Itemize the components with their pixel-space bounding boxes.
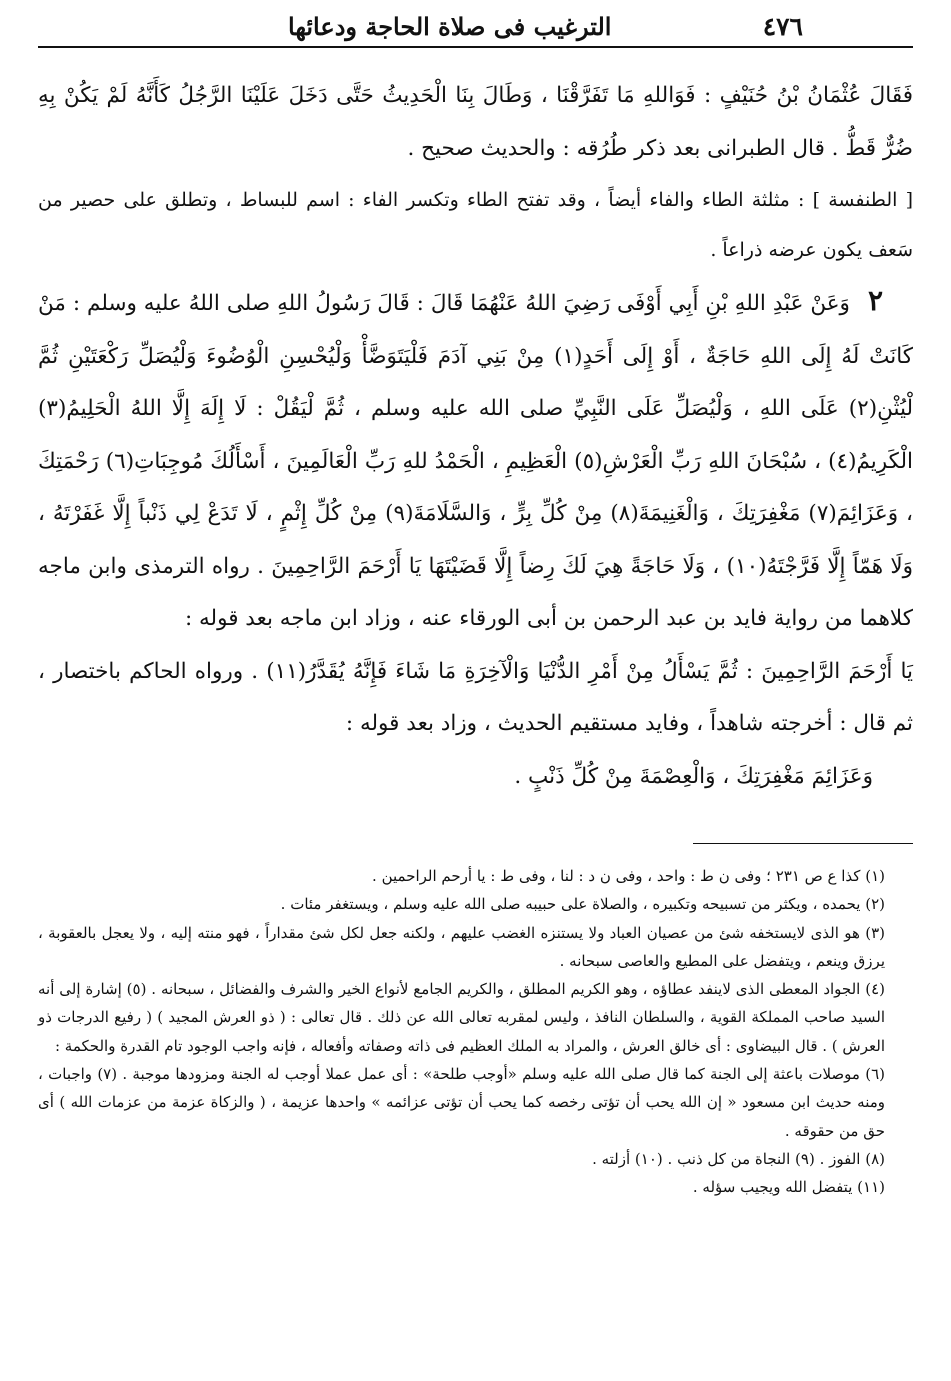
gloss-tanfasa: [ الطنفسة ] : مثلثة الطاء والفاء أيضاً ، وقد تفتح الطاء وتكسر الفاء : اسم للبساط ، وتطلق على حصير من سَعف يكون عرضه ذراعاً .	[38, 189, 913, 261]
hadith-number: ٢	[867, 284, 883, 317]
header-title: الترغيب فى صلاة الحاجة ودعائها	[288, 11, 612, 41]
paragraph-hadith-2	[38, 275, 913, 646]
footnotes	[38, 862, 913, 1202]
footnote-8-9-10: (٨) الفوز . (٩) النجاة من كل ذنب . (١٠) أزلته .	[592, 1149, 885, 1168]
page-number: ٤٧٦	[762, 11, 803, 41]
footnote-2: (٢) يحمده ، ويكثر من تسبيحه وتكبيره ، والصلاة على حبيبه صلى الله عليه وسلم ، ويستغفر مئات .	[280, 895, 885, 914]
footnote-6-7: (٦) موصلات باعثة إلى الجنة كما قال صلى الله عليه وسلم «أوجب طلحة» : أى عمل عملا أوجب له الجنة ومزودها موجبة . (٧) واجبات ، ومنه حديث ابن مسعود « إن الله يحب أن تؤتى رخصه كما يحب أن تؤتى عزائمه » واحدها عزيمة ، ( والزكاة عزمة من عزمات الله ) أى حق من حقوقه .	[38, 1065, 885, 1140]
footnote-4-5: (٤) الجواد المعطى الذى لاينفد عطاؤه ، وهو الكريم المطلق ، والكريم الجامع لأنواع الخير والشرف والفضائل ، سبحانه . (٥) إشارة إلى أنه السيد صاحب المملكة القوية ، والسلطان النافذ ، وليس لمقربه تعالى الله عن ذلك . قال تعالى : ( ذو العرش المجيد ) ( رفيع الدرجات ذو العرش ) . قال البيضاوى : أى خالق العرش ، والمراد به الملك العظيم فى ذاته وصفاته وأفعاله ، فإنه واجب الوجود تام القدرة والحكمة :	[38, 980, 885, 1055]
paragraph-hadith-1-ending: فَقَالَ عُثْمَانُ بْنُ حُنَيْفٍ : فَوَاللهِ مَا تَفَرَّقْنَا ، وَطَالَ بِنَا الْحَدِيثُ حَتَّى دَخَلَ عَلَيْنَا الرَّجُلُ كَأَنَّهُ لَمْ يَكُنْ بِهِ ضُرٌّ قَطُّ . قال الطبرانى بعد ذكر طُرُقه : والحديث صحيح .	[38, 83, 913, 161]
paragraph-hakim-addition: وَعَزَائِمَ مَغْفِرَتِكَ ، وَالْعِصْمَةَ مِنْ كُلِّ ذَنْبٍ .	[514, 763, 873, 789]
paragraph-ibn-majah-addition: يَا أَرْحَمَ الرَّاحِمِينَ : ثُمَّ يَسْأَلُ مِنْ أَمْرِ الدُّنْيَا وَالْآخِرَةِ مَا شَاءَ فَإِنَّهُ يُقَدَّرُ(١١) . ورواه الحاكم باختصار ، ثم قال : أخرجته شاهداً ، وفايد مستقيم الحديث ، وزاد بعد قوله :	[38, 658, 914, 736]
main-text	[38, 70, 913, 803]
footnote-1: (١) كذا ع ص ٢٣١ ؛ وفى ن ط : واحد ، وفى ن د : لنا ، وفى ط : يا أرحم الراحمين .	[372, 867, 885, 885]
hadith-2-text: وَعَنْ عَبْدِ اللهِ بْنِ أَبِي أَوْفَى رَضِيَ اللهُ عَنْهُمَا قَالَ : قَالَ رَسُولُ اللهِ صلى اللهُ عليه وسلم : مَنْ كَانَتْ لَهُ إِلَى اللهِ حَاجَةٌ ، أَوْ إِلَى أَحَدٍ(١) مِنْ بَنِي آدَمَ فَلْيَتَوَضَّأْ وَلْيُحْسِنِ الْوُضُوءَ وَلْيُصَلِّ رَكْعَتَيْنِ ثُمَّ لْيُثْنِ(٢) عَلَى اللهِ ، وَلْيُصَلِّ عَلَى النَّبِيِّ صلى الله عليه وسلم ، ثُمَّ لْيَقُلْ : لَا إِلَهَ إِلَّا اللهُ الْحَلِيمُ(٣) الْكَرِيمُ(٤) ، سُبْحَانَ اللهِ رَبِّ الْعَرْشِ(٥) الْعَظِيمِ ، الْحَمْدُ للهِ رَبِّ الْعَالَمِينَ ، أَسْأَلُكَ مُوجِبَاتِ(٦) رَحْمَتِكَ ، وَعَزَائِمَ(٧) مَغْفِرَتِكَ ، وَالْغَنِيمَةَ(٨) مِنْ كُلِّ بِرٍّ ، وَالسَّلَامَةَ(٩) مِنْ كُلِّ إِثْمٍ ، لَا تَدَعْ لِي ذَنْباً إِلَّا غَفَرْتَهُ ، وَلَا هَمّاً إِلَّا فَرَّجْتَهُ(١٠) ، وَلَا حَاجَةً هِيَ لَكَ رِضاً إِلَّا قَضَيْتَهَا يَا أَرْحَمَ الرَّاحِمِينَ . رواه الترمذى وابن ماجه كلاهما من رواية فايد بن عبد الرحمن بن أبى الورقاء عنه ، وزاد ابن ماجه بعد قوله :	[38, 291, 914, 631]
footnote-3: (٣) هو الذى لايستخفه شئ من عصيان العباد ولا يستنزه الغضب عليهم ، ولكنه جعل لكل شئ مقداراً ، فهو منته إليه ، ولا يعجل بالعقوبة ، يرزق وينعم ، ويتفضل على المطيع والعاصى سبحانه .	[38, 923, 885, 970]
book-page	[0, 6, 951, 1381]
running-header	[38, 6, 913, 48]
footnote-divider	[693, 843, 913, 844]
footnote-11: (١١) يتفضل الله ويجيب سؤله .	[692, 1178, 885, 1197]
